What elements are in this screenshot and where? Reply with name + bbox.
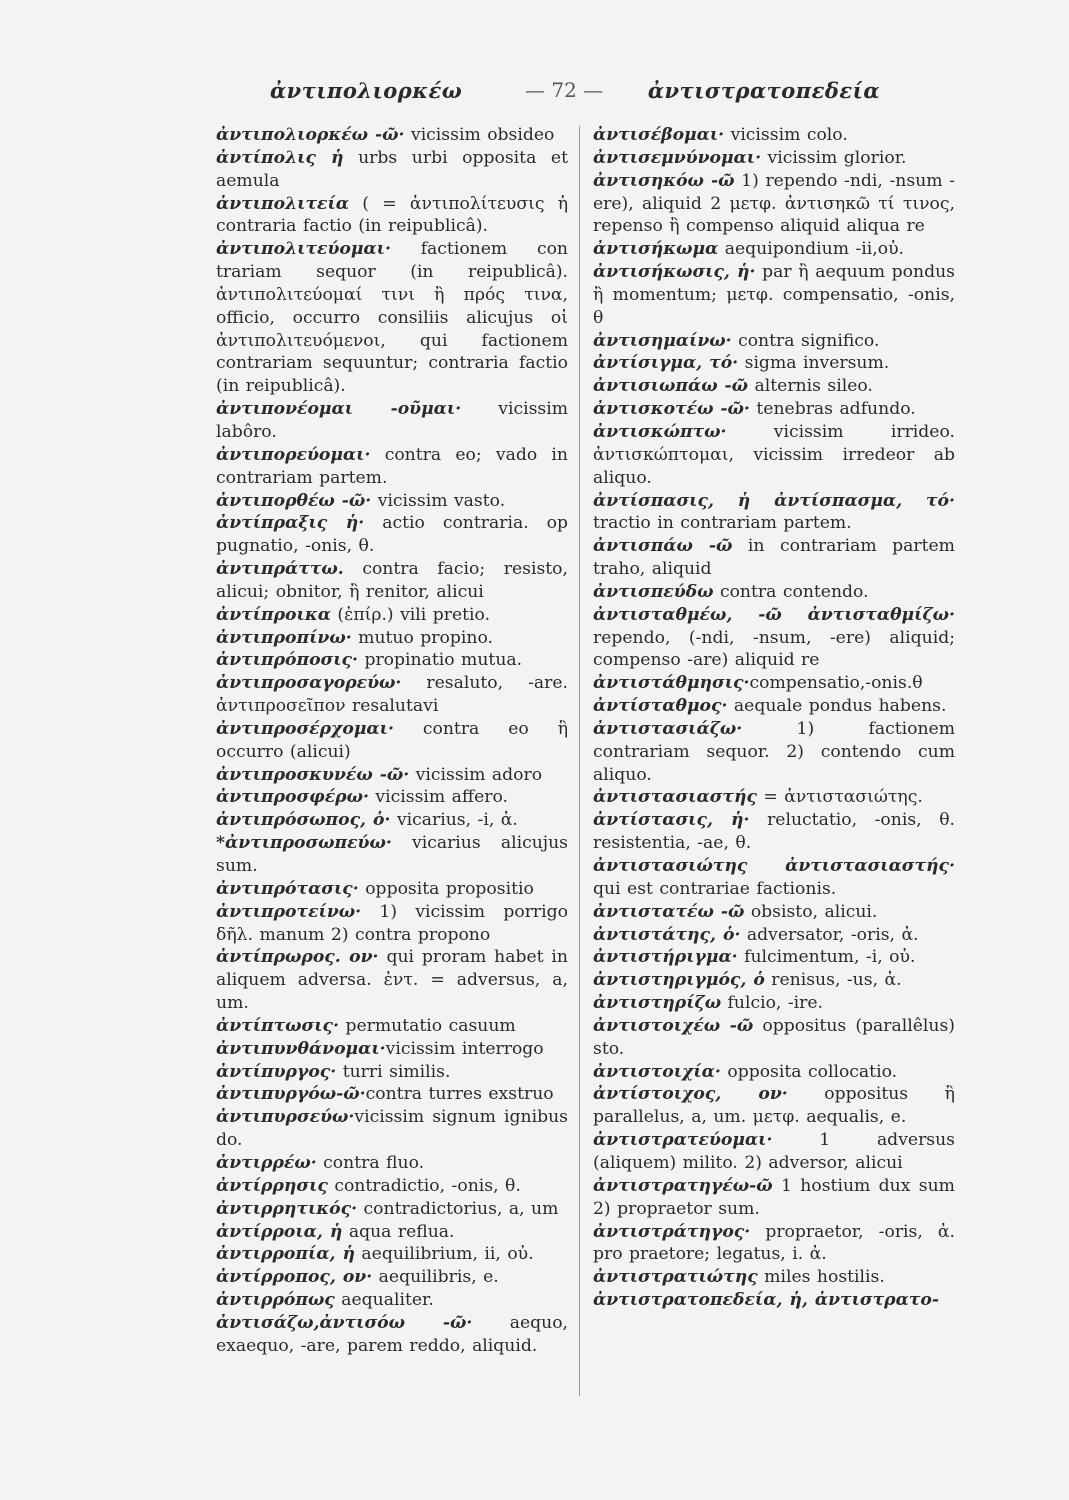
dictionary-entry (593, 238, 955, 261)
dictionary-entry (216, 490, 568, 513)
entry-definition: vicarius, -i, ἀ. (390, 810, 518, 831)
entry-headword: ἀντισπάω -ῶ (593, 536, 733, 557)
entry-definition: permutatio casuum (338, 1015, 516, 1036)
entry-definition: vicissim colo. (724, 125, 848, 145)
entry-headword: ἀντιπυρσεύω· (216, 1107, 355, 1128)
entry-headword: ἀντιστρατιώτης (593, 1267, 758, 1288)
entry-headword: ἀντιπρόσωπος, ὁ· (216, 810, 391, 831)
entry-headword: ἀντιστασιάζω· (593, 718, 743, 739)
entry-headword: ἀντίπτωσις· (216, 1015, 339, 1036)
entry-definition: ( = ἀντιπολίτευσις ἡ contraria factio (in reipublicâ). (216, 193, 568, 237)
dictionary-entry (216, 1175, 568, 1198)
entry-definition: 1) rependo -ndi, -nsum -ere), aliquid 2 μετφ. ἀντισηκῶ τί τινος, repenso ἢ compenso aliquid aliqua re (593, 170, 955, 237)
column-divider (579, 126, 580, 1396)
header-last-headword: ἀντιστρατοπεδεία (647, 78, 880, 103)
entry-definition: tenebras adfundo. (749, 399, 916, 420)
entry-headword: ἀντίστοιχος, ον· (593, 1084, 788, 1105)
dictionary-entry (216, 627, 568, 650)
entry-definition: contra significo. (731, 330, 880, 351)
entry-definition: propraetor, -oris, ἀ. pro praetore; legatus, i. ἀ. (593, 1221, 955, 1265)
entry-headword: ἀντιρρέω· (216, 1152, 317, 1173)
entry-headword: ἀντιστηρίζω (593, 993, 722, 1014)
entry-definition: 1 adversus (aliquem) milito. 2) adversor, alicui (593, 1130, 955, 1173)
right-column (593, 124, 955, 1312)
entry-headword: ἀντιπροπίνω· (216, 627, 352, 648)
entry-headword: ἀντιστάτης, ὁ· (593, 924, 741, 945)
entry-headword: ἀντιστάθμησις· (593, 673, 750, 694)
dictionary-entry (216, 1083, 568, 1106)
entry-headword: ἀντιπυνθάνομαι· (216, 1038, 386, 1059)
dictionary-entry (593, 352, 955, 375)
entry-headword: ἀντιπράττω. (216, 559, 344, 580)
entry-definition: qui est contrariae factionis. (593, 878, 837, 899)
entry-definition: vicarius alicujus sum. (216, 833, 568, 876)
entry-definition: compensatio,-onis.θ (749, 673, 923, 694)
dictionary-entry (593, 946, 955, 969)
entry-headword: ἀντισηκόω -ῶ (593, 170, 735, 191)
dictionary-entry (593, 421, 955, 490)
entry-headword: ἀντίσπασις, ἡ ἀντίσπασμα, τό· (593, 490, 955, 511)
entry-headword: ἀντιπρότασις· (216, 878, 359, 899)
entry-headword: ἀντίπολις ἡ (216, 147, 344, 168)
entry-definition: urbs urbi opposita et aemula (216, 147, 568, 191)
dictionary-entry (593, 901, 955, 924)
entry-definition: aequaliter. (334, 1290, 434, 1311)
dictionary-entry (216, 946, 568, 1015)
entry-definition: oppositus ἢ parallelus, a, um. μετφ. aequalis, e. (593, 1084, 955, 1128)
entry-definition: obsisto, alicui. (744, 901, 878, 922)
entry-definition: contra turres exstruo (365, 1084, 554, 1105)
dictionary-entry (216, 1106, 568, 1152)
dictionary-entry (216, 1015, 568, 1038)
dictionary-entry (593, 969, 955, 992)
entry-headword: ἀντίσταθμος· (593, 696, 728, 717)
entry-definition: in contrariam partem traho, aliquid (593, 536, 955, 580)
entry-headword: ἀντιπολιτεύομαι· (216, 239, 391, 260)
dictionary-entry (216, 398, 568, 444)
entry-definition: vicissim vasto. (371, 490, 506, 511)
entry-definition: aequale pondus habens. (727, 696, 947, 717)
dictionary-entry (216, 901, 568, 947)
entry-definition: vicissim adoro (409, 764, 543, 785)
dictionary-entry (593, 604, 955, 673)
dictionary-entry (593, 535, 955, 581)
entry-headword: ἀντιπολιορκέω -ῶ· (216, 125, 405, 145)
entry-definition: vicissim irrideo. ἀντισκώπτομαι, vicissim irredeor ab aliquo. (593, 421, 955, 488)
dictionary-entry (216, 1038, 568, 1061)
entry-headword: ἀντισημαίνω· (593, 330, 732, 351)
dictionary-entry (593, 1289, 955, 1312)
dictionary-entry (593, 992, 955, 1015)
dictionary-entry (593, 581, 955, 604)
header-first-headword: ἀντιπολιορκέω (270, 78, 463, 103)
dictionary-entry (593, 490, 955, 536)
dictionary-entry (593, 718, 955, 787)
entry-definition: adversator, -oris, ἀ. (740, 924, 919, 945)
dictionary-entry (216, 718, 568, 764)
entry-headword: ἀντιπορθέω -ῶ· (216, 490, 372, 511)
entry-definition: opposita collocatio. (720, 1061, 898, 1082)
entry-headword: ἀντιπυργόω-ῶ· (216, 1084, 366, 1105)
entry-headword: ἀντίπυργος· (216, 1061, 337, 1082)
entry-definition: 1) factionem contrariam sequor. 2) contendo cum aliquo. (593, 718, 955, 785)
dictionary-entry (216, 193, 568, 239)
entry-headword: ἀντιστασιαστής (593, 787, 757, 808)
entry-headword: ἀντισήκωμα (593, 239, 719, 260)
left-column (216, 124, 568, 1358)
entry-headword: ἀντισιωπάω -ῶ (593, 376, 749, 397)
entry-definition: par ἢ aequum pondus ἢ momentum; μετφ. compensatio, -onis, θ (593, 262, 955, 328)
dictionary-entry (216, 1266, 568, 1289)
dictionary-entry (216, 1221, 568, 1244)
entry-headword: ἀντιστοιχέω -ῶ (593, 1015, 754, 1036)
dictionary-entry (216, 764, 568, 787)
entry-headword: ἀντίπρωρος. ον· (216, 947, 379, 968)
entry-headword: ἀντιστήριγμα· (593, 947, 738, 968)
entry-definition: contra fluo. (316, 1152, 425, 1173)
entry-headword: ἀντίπροικα (216, 604, 331, 625)
dictionary-entry (216, 649, 568, 672)
entry-headword: ἀντιπρόποσις· (216, 650, 358, 671)
entry-headword: ἀντισέβομαι· (593, 125, 725, 145)
dictionary-entry (593, 1129, 955, 1175)
dictionary-entry (593, 1266, 955, 1289)
entry-headword: *ἀντιπροσωπεύω· (216, 833, 392, 854)
entry-headword: ἀντιπροσέρχομαι· (216, 718, 394, 739)
dictionary-entry (593, 375, 955, 398)
entry-definition: vicissim obsideo (404, 125, 555, 145)
dictionary-entry (593, 170, 955, 239)
entry-headword: ἀντίρροια, ἡ (216, 1221, 343, 1242)
dictionary-entry (216, 558, 568, 604)
dictionary-entry (593, 855, 955, 901)
entry-definition: contra facio; resisto, alicui; obnitor, ἢ renitor, alicui (216, 559, 568, 602)
dictionary-entry (216, 444, 568, 490)
dictionary-entry (216, 1289, 568, 1312)
dictionary-entry (593, 1175, 955, 1221)
entry-definition: vicissim labôro. (216, 399, 569, 442)
dictionary-entry (593, 786, 955, 809)
dictionary-entry (216, 238, 568, 398)
entry-definition: 1) vicissim porrigo δῆλ. manum 2) contra propono (216, 901, 568, 945)
dictionary-entry (216, 512, 568, 558)
entry-headword: ἀντιρροπία, ἡ (216, 1244, 355, 1265)
entry-definition: vicissim affero. (368, 787, 509, 808)
dictionary-entry (216, 124, 568, 147)
entry-headword: ἀντισάζω,ἀντισόω -ῶ· (216, 1312, 473, 1333)
entry-headword: ἀντιστρατεύομαι· (593, 1130, 773, 1151)
dictionary-entry (593, 330, 955, 353)
entry-definition: opposita propositio (358, 878, 534, 899)
dictionary-entry (216, 672, 568, 718)
entry-headword: ἀντιπορεύομαι· (216, 444, 371, 465)
entry-headword: ἀντισεμνύνομαι· (593, 147, 762, 168)
entry-headword: ἀντισταθμέω, -ῶ ἀντισταθμίζω· (593, 604, 955, 625)
entry-definition: aequilibris, e. (372, 1267, 499, 1288)
entry-definition: fulcimentum, -i, οὐ. (737, 947, 916, 968)
dictionary-entry (216, 1198, 568, 1221)
entry-headword: ἀντιστρατοπεδεία, ἡ, ἀντιστρατο- (593, 1290, 939, 1311)
dictionary-entry (216, 1243, 568, 1266)
entry-headword: ἀντιστηριγμός, ὁ (593, 970, 765, 991)
entry-definition: miles hostilis. (757, 1267, 885, 1288)
entry-headword: ἀντισκώπτω· (593, 421, 727, 442)
dictionary-entry (216, 147, 568, 193)
dictionary-entry (593, 1015, 955, 1061)
dictionary-entry (593, 924, 955, 947)
entry-definition: contra eo; vado in contrariam partem. (216, 444, 568, 488)
page-number: — 72 — (525, 78, 604, 102)
entry-definition: vicissim glorior. (761, 147, 907, 168)
entry-definition: alternis sileo. (748, 376, 873, 397)
entry-definition: qui proram habet in aliquem adversa. ἐντ. = adversus, a, um. (216, 947, 568, 1014)
dictionary-entry (593, 672, 955, 695)
page-header (270, 78, 880, 108)
dictionary-entry (216, 1152, 568, 1175)
entry-definition: contra contendo. (713, 581, 869, 602)
entry-headword: ἀντισήκωσις, ἡ· (593, 262, 756, 283)
entry-definition: oppositus (parallêlus) sto. (593, 1015, 955, 1059)
entry-definition: mutuo propino. (351, 627, 493, 648)
dictionary-entry (216, 604, 568, 627)
entry-definition: 1 hostium dux sum 2) propraetor sum. (593, 1175, 955, 1219)
entry-headword: ἀντίρροπος, ον· (216, 1267, 373, 1288)
dictionary-entry (593, 147, 955, 170)
entry-definition: resaluto, -are. ἀντιπροσεῖπον resalutavi (216, 673, 568, 717)
entry-headword: ἀντιστρατηγέω-ῶ (593, 1175, 773, 1196)
entry-definition: vicissim interrogo (385, 1038, 544, 1059)
entry-definition: aqua reflua. (342, 1221, 455, 1242)
dictionary-entry (593, 1221, 955, 1267)
entry-definition: propinatio mutua. (358, 650, 523, 671)
dictionary-entry (593, 398, 955, 421)
entry-headword: ἀντιστασιώτης ἀντιστασιαστής· (593, 856, 955, 876)
entry-headword: ἀντιστοιχία· (593, 1061, 721, 1082)
entry-definition: contradictorius, a, um (357, 1198, 559, 1219)
entry-headword: ἀντίσιγμα, τό· (593, 353, 739, 374)
entry-definition: contradictio, -onis, θ. (327, 1175, 521, 1196)
dictionary-entry (593, 1061, 955, 1084)
entry-headword: ἀντιπονέομαι -οῦμαι· (216, 399, 462, 420)
entry-headword: ἀντιπροσφέρω· (216, 787, 369, 808)
entry-definition: aequipondium -ii,οὐ. (718, 239, 904, 260)
entry-definition: rependo, (-ndi, -nsum, -ere) aliquid; compenso -are) aliquid re (593, 627, 955, 671)
entry-definition: factionem con trariam sequor (in reipublicâ). ἀντιπολιτεύομαί τινι ἢ πρός τινα, officio, occurro consiliis alicujus οἱ ἀντιπολιτευόμενοι, qui factionem contrariam sequuntur; contraria factio (in reipublicâ). (216, 239, 568, 397)
entry-definition: tractio in contrariam partem. (593, 513, 852, 534)
entry-definition: reluctatio, -onis, θ. resistentia, -ae, θ. (593, 810, 955, 854)
dictionary-entry (216, 832, 568, 878)
entry-definition: = ἀντιστασιώτης. (756, 787, 923, 808)
entry-headword: ἀντιρρόπως (216, 1290, 335, 1311)
entry-headword: ἀντιπροτείνω· (216, 901, 362, 922)
dictionary-entry (593, 1083, 955, 1129)
dictionary-entry (593, 809, 955, 855)
entry-definition: aequo, exaequo, -are, parem reddo, aliquid. (216, 1312, 569, 1356)
entry-definition: turri similis. (336, 1061, 451, 1082)
entry-headword: ἀντιστατέω -ῶ (593, 901, 745, 922)
entry-definition: aequilibrium, ii, οὐ. (354, 1244, 534, 1265)
dictionary-entry (593, 261, 955, 330)
entry-definition: (ἐπίρ.) vili pretio. (330, 604, 491, 625)
entry-headword: ἀντιστράτηγος· (593, 1221, 751, 1242)
entry-definition: contra eo ἢ occurro (alicui) (216, 718, 568, 762)
entry-definition: renisus, -us, ἀ. (764, 970, 902, 991)
entry-definition: vicissim signum ignibus do. (216, 1107, 568, 1151)
dictionary-entry (216, 809, 568, 832)
entry-headword: ἀντίρρησις (216, 1175, 328, 1196)
dictionary-entry (593, 124, 955, 147)
entry-headword: ἀντιρρητικός· (216, 1198, 358, 1219)
entry-definition: actio contraria. op pugnatio, -onis, θ. (216, 513, 569, 557)
entry-headword: ἀντίστασις, ἡ· (593, 810, 750, 831)
dictionary-entry (216, 878, 568, 901)
entry-headword: ἀντισκοτέω -ῶ· (593, 399, 750, 420)
entry-definition: sigma inversum. (738, 353, 890, 374)
entry-headword: ἀντιπροσκυνέω -ῶ· (216, 764, 410, 785)
dictionary-entry (216, 1061, 568, 1084)
dictionary-entry (216, 1312, 568, 1358)
dictionary-entry (593, 695, 955, 718)
entry-headword: ἀντισπεύδω (593, 581, 714, 602)
entry-headword: ἀντιπολιτεία (216, 193, 350, 214)
entry-headword: ἀντίπραξις ἡ· (216, 513, 365, 534)
entry-headword: ἀντιπροσαγορεύω· (216, 673, 402, 694)
dictionary-entry (216, 786, 568, 809)
entry-definition: fulcio, -ire. (721, 993, 824, 1014)
